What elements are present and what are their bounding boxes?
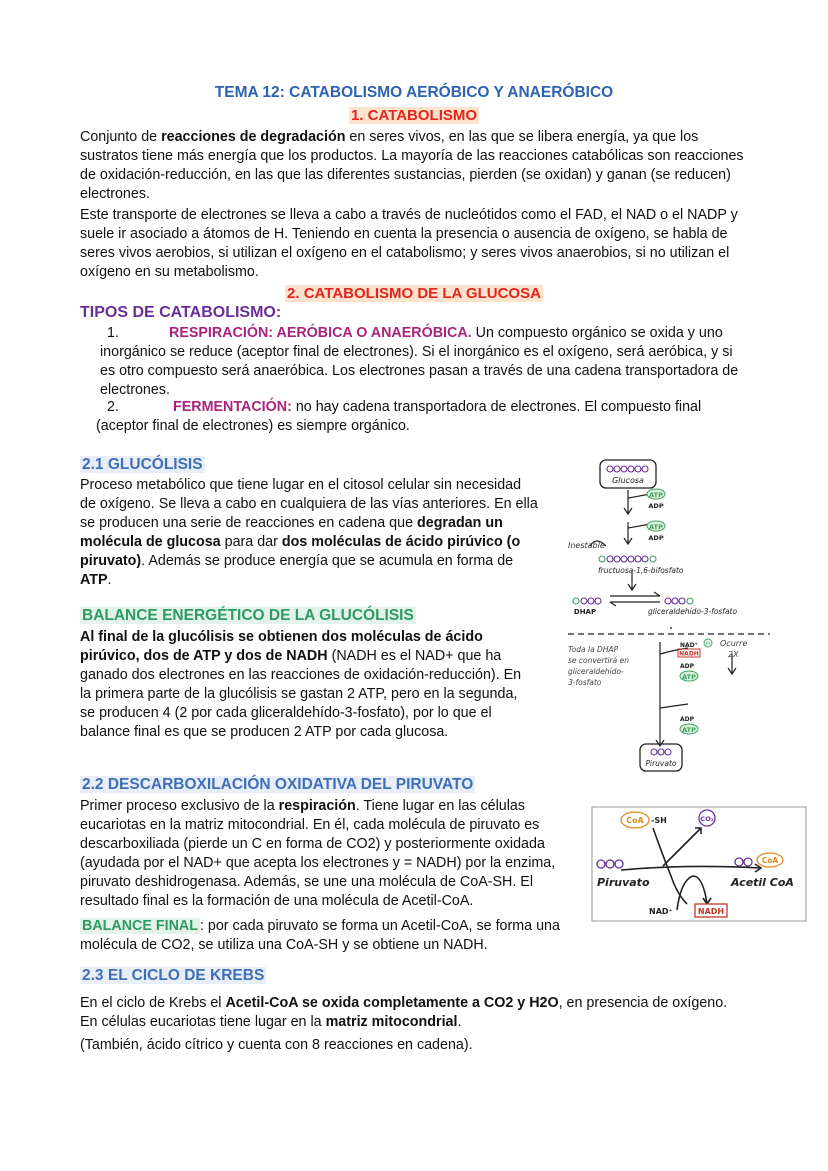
glucosa-label: Glucosa bbox=[612, 476, 644, 485]
text-run: En el ciclo de Krebs el bbox=[80, 995, 226, 1011]
text-run: Acetil-CoA se oxida completamente a CO2 y H2O bbox=[225, 995, 559, 1011]
adp-label: ADP bbox=[648, 534, 664, 542]
glucosa-box bbox=[600, 460, 656, 488]
svg-text:se convertirá en: se convertirá en bbox=[568, 656, 629, 665]
atp-adp-2 bbox=[647, 521, 665, 542]
atp-label: ATP bbox=[682, 673, 696, 681]
adp-label: ADP bbox=[648, 502, 664, 510]
glucolisis-diagram bbox=[560, 456, 788, 774]
atp-label: ATP bbox=[649, 523, 663, 531]
text-run: en seres vivos, en las que se libera energía, ya que los sustratos tiene más energía que los productos. La mayoría de las reacciones catabólicas son reacciones de oxidación-reducción, en las que las diferentes sustancias, pierden (se oxidan) y ganan (se reducen) electrones. bbox=[80, 129, 744, 202]
coa-label-2: CoA bbox=[761, 856, 779, 865]
atp-adp-1 bbox=[647, 489, 665, 510]
paragraph-balance-energetico bbox=[80, 628, 530, 742]
heading-catabolismo: 1. CATABOLISMO bbox=[350, 107, 478, 124]
paragraph-glucolisis bbox=[80, 476, 538, 590]
atp-label: ATP bbox=[649, 491, 663, 499]
list-item-fermentacion: 2. FERMENTACIÓN: no hay cadena transportadora de electrones. El compuesto final (aceptor final de electrones) es siempre orgánico. bbox=[96, 399, 702, 434]
text-run: Al final de la glucólisis se obtienen dos moléculas de ácido pirúvico, dos de ATP y dos de NADH bbox=[80, 629, 483, 664]
nad-label: NAD⁺ bbox=[649, 907, 673, 916]
text-run: matriz mitocondrial bbox=[325, 1014, 458, 1030]
acetil-coa-label: Acetil CoA bbox=[731, 876, 794, 889]
paragraph-balance-final: BALANCE FINAL : por cada piruvato se forma un Acetil-CoA, se forma una molécula de CO2, se utiliza una CoA-SH y se obtiene un NADH. bbox=[80, 918, 560, 953]
svg-text:Toda la DHAP: Toda la DHAP bbox=[568, 645, 619, 654]
adp-label: ADP bbox=[680, 663, 695, 670]
paragraph-catabolismo-1 bbox=[80, 128, 748, 204]
nad-label: NAD⁺ bbox=[680, 642, 698, 649]
svg-text:gliceraldehído-: gliceraldehído- bbox=[568, 667, 624, 676]
heading-ciclo-krebs: 2.3 EL CICLO DE KREBS bbox=[82, 967, 265, 984]
piruvato-box bbox=[640, 744, 682, 771]
co2-label: CO₂ bbox=[700, 815, 714, 823]
text-run: degradan un molécula de glucosa bbox=[80, 515, 503, 550]
piruvato-label: Piruvato bbox=[597, 876, 650, 889]
heading-glucolisis: 2.1 GLUCÓLISIS bbox=[82, 456, 203, 473]
adp-label: ADP bbox=[680, 716, 695, 723]
text-run: Conjunto de bbox=[80, 129, 162, 145]
fructosa-molecule bbox=[599, 556, 656, 562]
text-run: reacciones de degradación bbox=[161, 129, 346, 145]
text-run: (NADH es el NAD+ que ha ganado dos electrones en las reacciones de oxidación-reducción). En la primera parte de la glucólisis se gastan 2 ATP, pero en la segunda, se producen 4 (2 por cada gliceraldehído-3-fosfato), por lo que el balance final es que se producen 2 ATP por cada glucosa. bbox=[80, 648, 522, 740]
dosx-label: 2X bbox=[728, 650, 739, 659]
heading-descarboxilacion: 2.2 DESCARBOXILACIÓN OXIDATIVA DEL PIRUVATO bbox=[82, 776, 474, 793]
document-title: TEMA 12: CATABOLISMO AERÓBICO Y ANAERÓBICO bbox=[214, 84, 614, 101]
paragraph-catabolismo-2: Este transporte de electrones se lleva a cabo a través de nucleótidos como el FAD, el NAD o el NADP y suele ir asociado a átomos de H. Teniendo en cuenta la presencia o ausencia de oxígeno, se habla de seres vivos aerobios, si utilizan el oxígeno en el catabolismo; y seres vivos anaerobios, si no utilizan el oxígeno en su metabolismo. bbox=[80, 207, 738, 280]
descarboxilacion-diagram bbox=[591, 806, 807, 922]
paragraph-ciclo-krebs bbox=[80, 994, 748, 1032]
coa-label: CoA bbox=[626, 816, 644, 825]
heading-tipos-catabolismo: TIPOS DE CATABOLISMO: bbox=[80, 304, 282, 321]
text-run: para dar bbox=[220, 534, 282, 550]
piruvato-label: Piruvato bbox=[645, 759, 677, 768]
text-run: ATP bbox=[80, 572, 108, 588]
heading-catabolismo-glucosa: 2. CATABOLISMO DE LA GLUCOSA bbox=[287, 285, 541, 302]
text-run: . Además se produce energía que se acumula en forma de bbox=[141, 553, 514, 569]
text-run: Primer proceso exclusivo de la bbox=[80, 798, 279, 814]
sh-label: -SH bbox=[651, 816, 667, 825]
pi-label: Pi bbox=[705, 641, 711, 648]
nadh-label: NADH bbox=[697, 907, 725, 916]
nadh-label: NADH bbox=[679, 650, 699, 658]
text-run: respiración bbox=[278, 798, 356, 814]
list-item-respiracion: 1. RESPIRACIÓN: AERÓBICA O ANAERÓBICA. Un compuesto orgánico se oxida y uno inorgánico se reduce (aceptor final de electrones). Si el inorgánico es el oxígeno, será aeróbica, y si es otro compuesto será anaeróbica. Los electrones pasan a través de una cadena transportadora de electrones. bbox=[100, 325, 739, 398]
text-run: . bbox=[457, 1014, 462, 1030]
text-run: . Tiene lugar en las células eucariotas en la matriz mitocondrial. En él, cada molécula de piruvato es descarboxiliada (pierde un C en forma de CO2) y posteriormente oxidada (ayudada por el NAD+ que acepta los electrones y = NADH) por la enzima, piruvato deshidrogenasa. Además, se une una molécula de CoA-SH. El resultado final es la formación de una molécula de Acetil-CoA. bbox=[80, 798, 556, 909]
ocurre-label: Ocurre bbox=[720, 639, 748, 648]
gliceraldehido-label: gliceraldehído-3-fosfato bbox=[648, 607, 738, 616]
inestable-label: Inestable bbox=[568, 541, 605, 550]
heading-balance-energetico: BALANCE ENERGÉTICO DE LA GLUCÓLISIS bbox=[82, 607, 414, 624]
text-run: . bbox=[107, 572, 112, 588]
text-run: Proceso metabólico que tiene lugar en el citosol celular sin necesidad de oxígeno. Se lleva a cabo en cualquiera de las vías anteriores. En ella se producen una serie de reacciones en cadena que bbox=[80, 477, 538, 531]
atp-label: ATP bbox=[682, 726, 696, 734]
paragraph-ciclo-krebs-2: (También, ácido cítrico y cuenta con 8 reacciones en cadena). bbox=[80, 1037, 473, 1053]
text-run: , en presencia de oxígeno. En células eucariotas tiene lugar en la bbox=[80, 995, 728, 1030]
dhap-note bbox=[568, 645, 629, 687]
svg-text:3-fosfato: 3-fosfato bbox=[568, 678, 602, 687]
text-run: dos moléculas de ácido pirúvico (o piruvato) bbox=[80, 534, 521, 569]
fructosa-label: fructuosa-1,6-bifosfato bbox=[598, 566, 684, 575]
paragraph-descarboxilacion bbox=[80, 797, 562, 911]
dhap-label: DHAP bbox=[573, 608, 597, 616]
